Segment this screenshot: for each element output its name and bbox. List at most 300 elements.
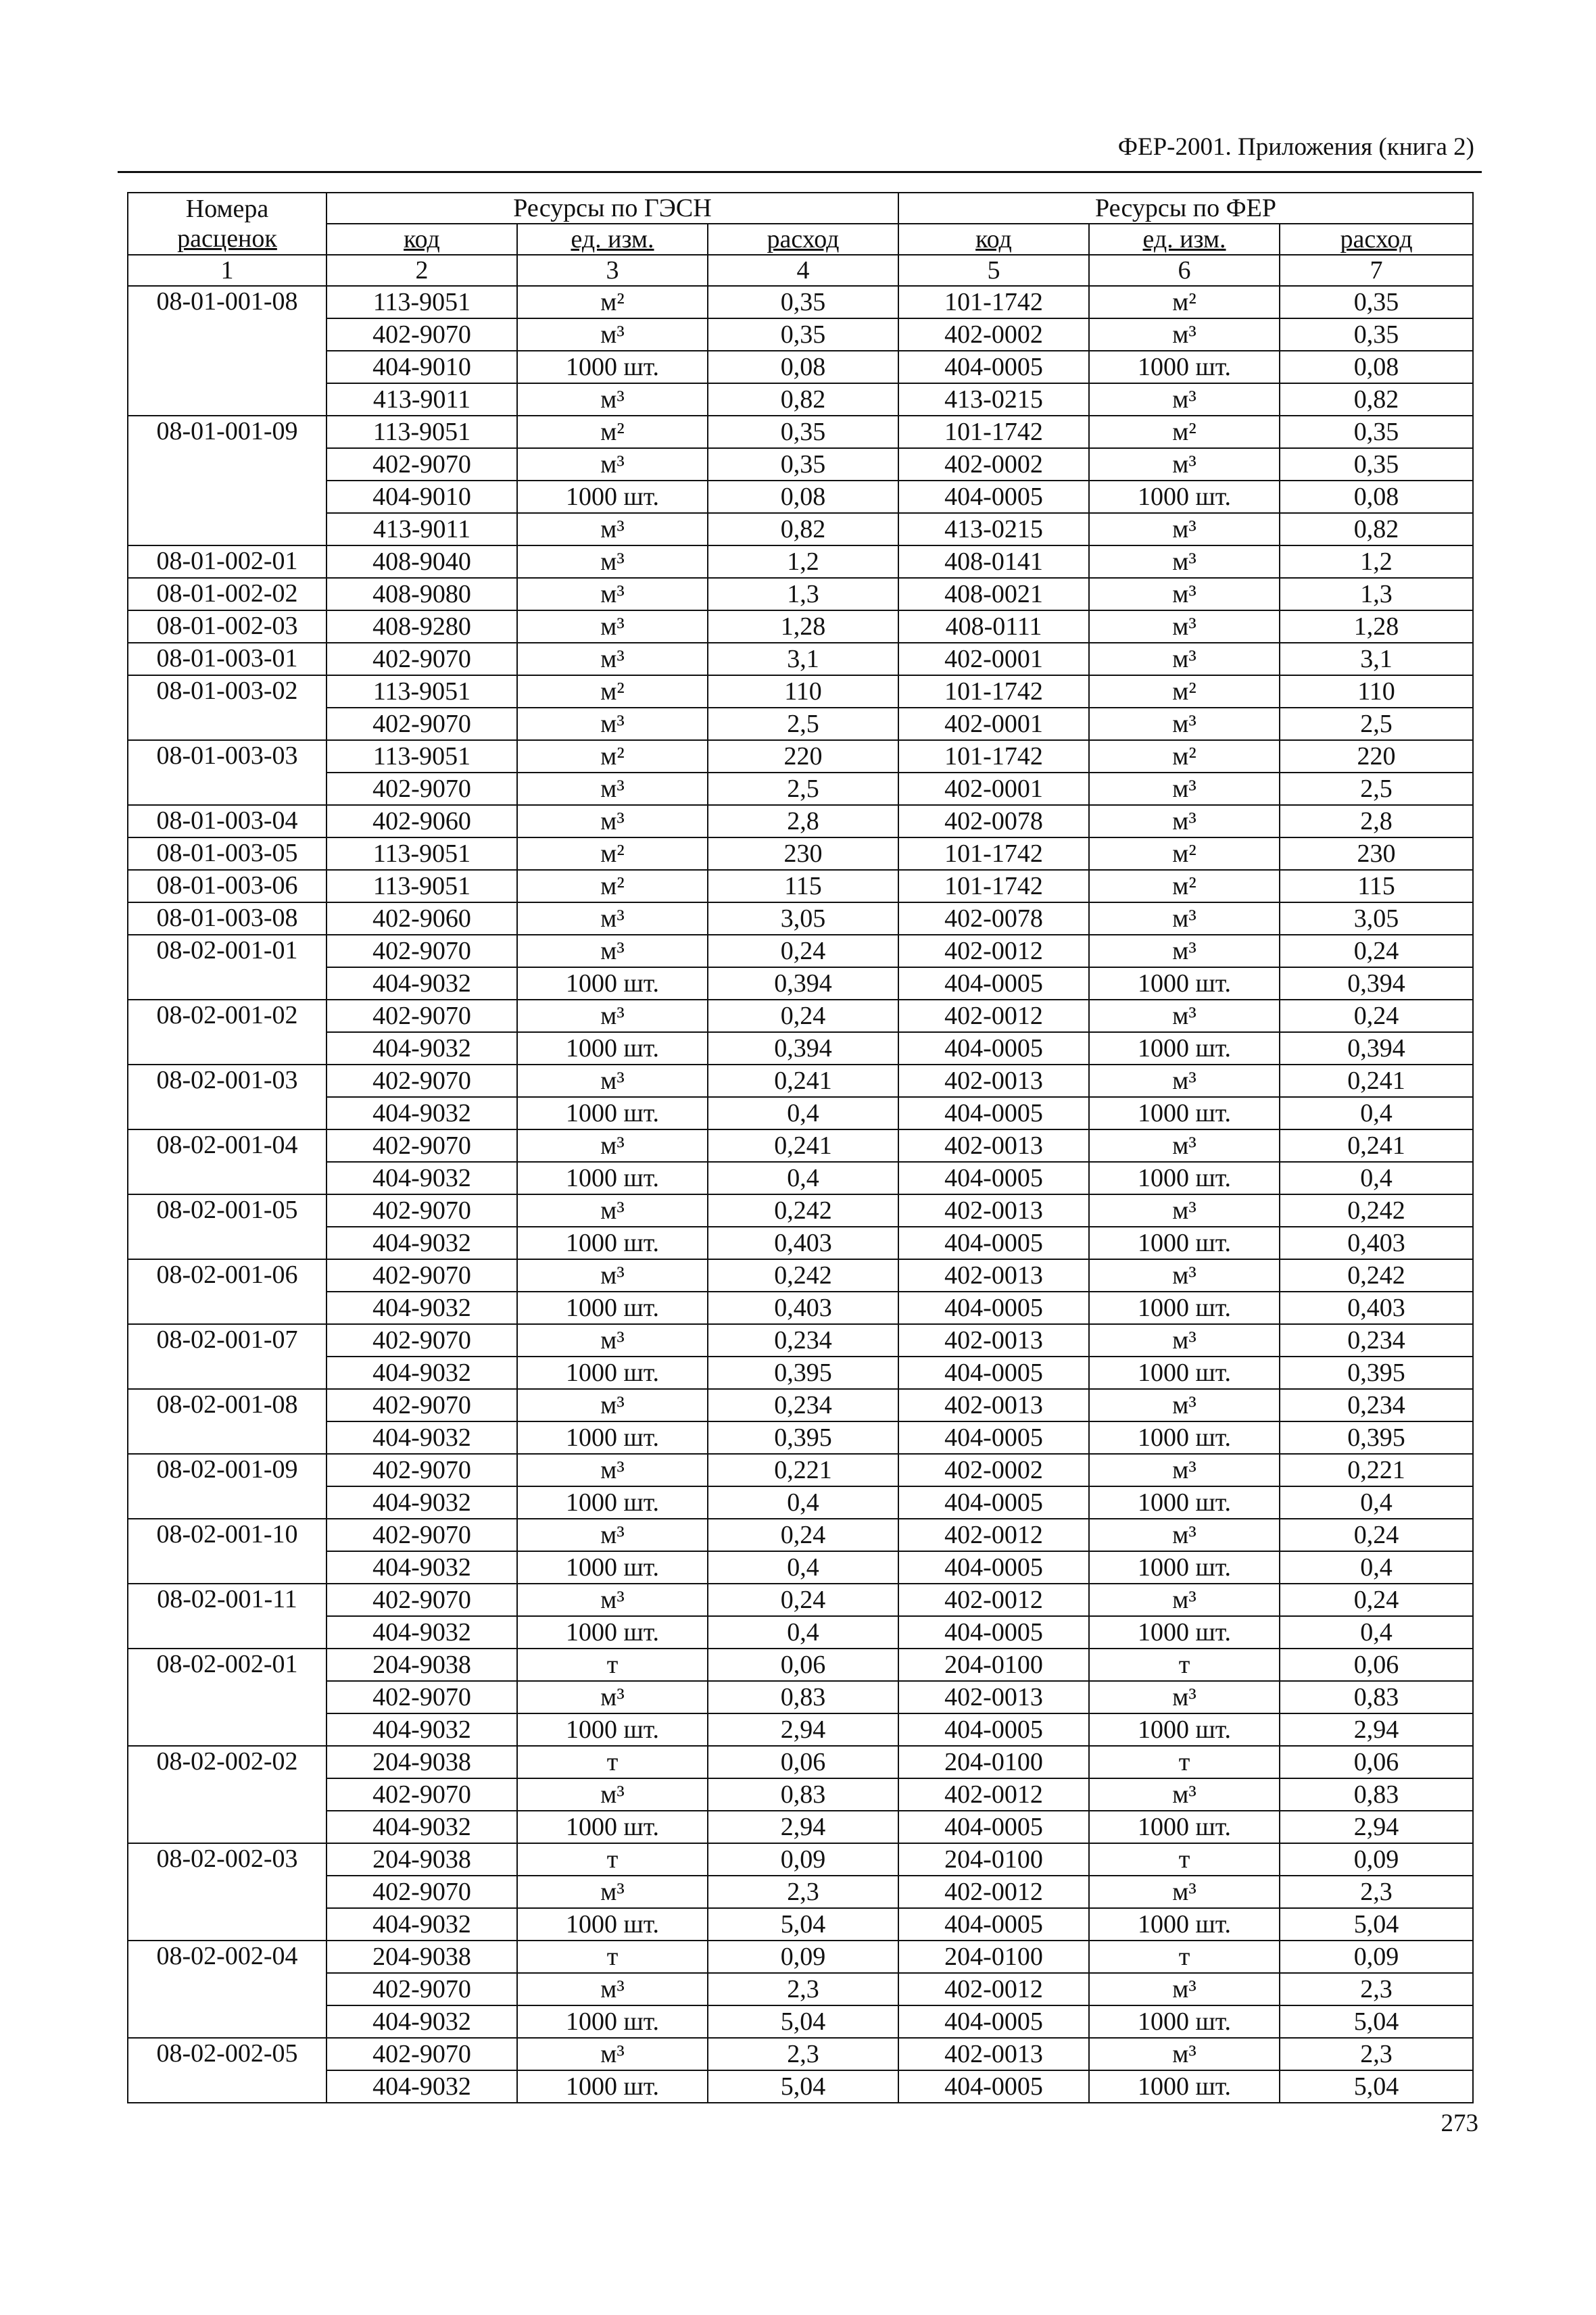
fer-usage-cell: 1,2: [1280, 545, 1473, 578]
fer-unit-cell: м³: [1089, 2038, 1280, 2070]
fer-unit-cell: м³: [1089, 1000, 1280, 1032]
fer-usage-cell: 0,242: [1280, 1194, 1473, 1227]
fer-unit-cell: м³: [1089, 448, 1280, 481]
fer-unit-cell: м³: [1089, 318, 1280, 351]
fer-usage-cell: 0,24: [1280, 935, 1473, 967]
gesn-usage-cell: 0,09: [708, 1843, 898, 1876]
gesn-unit-cell: 1000 шт.: [517, 1713, 708, 1746]
rate-number-cell: 08-01-003-05: [128, 837, 327, 870]
fer-code-cell: 402-0001: [898, 643, 1089, 675]
gesn-code-cell: 402-9070: [327, 1519, 517, 1551]
fer-code-cell: 402-0078: [898, 902, 1089, 935]
fer-usage-cell: 0,394: [1280, 1032, 1473, 1065]
gesn-usage-cell: 0,242: [708, 1194, 898, 1227]
gesn-usage-cell: 0,221: [708, 1454, 898, 1486]
gesn-unit-cell: м³: [517, 708, 708, 740]
gesn-usage-cell: 0,4: [708, 1097, 898, 1129]
gesn-usage-cell: 2,94: [708, 1811, 898, 1843]
fer-unit-cell: 1000 шт.: [1089, 1908, 1280, 1941]
fer-usage-cell: 0,09: [1280, 1843, 1473, 1876]
fer-code-cell: 204-0100: [898, 1843, 1089, 1876]
gesn-usage-cell: 0,08: [708, 351, 898, 383]
fer-code-cell: 402-0002: [898, 1454, 1089, 1486]
fer-code-cell: 404-0005: [898, 1162, 1089, 1194]
gesn-unit-cell: 1000 шт.: [517, 1551, 708, 1584]
gesn-code-cell: 402-9070: [327, 1973, 517, 2005]
gesn-usage-cell: 0,24: [708, 1519, 898, 1551]
rate-number-cell: 08-02-001-01: [128, 935, 327, 1000]
fer-unit-cell: т: [1089, 1941, 1280, 1973]
fer-code-cell: 402-0001: [898, 773, 1089, 805]
fer-code-cell: 402-0001: [898, 708, 1089, 740]
gesn-usage-cell: 0,24: [708, 1000, 898, 1032]
rate-number-cell: 08-02-002-03: [128, 1843, 327, 1941]
fer-code-cell: 404-0005: [898, 1357, 1089, 1389]
gesn-usage-cell: 0,83: [708, 1681, 898, 1713]
gesn-unit-cell: м²: [517, 416, 708, 448]
gesn-usage-cell: 5,04: [708, 2070, 898, 2103]
gesn-usage-cell: 3,1: [708, 643, 898, 675]
gesn-usage-cell: 1,28: [708, 610, 898, 643]
fer-usage-cell: 115: [1280, 870, 1473, 902]
fer-usage-cell: 2,3: [1280, 1973, 1473, 2005]
fer-unit-cell: 1000 шт.: [1089, 1357, 1280, 1389]
fer-usage-cell: 2,5: [1280, 708, 1473, 740]
gesn-code-cell: 404-9032: [327, 1908, 517, 1941]
fer-usage-cell: 0,221: [1280, 1454, 1473, 1486]
fer-usage-cell: 0,395: [1280, 1421, 1473, 1454]
gesn-usage-cell: 2,5: [708, 708, 898, 740]
fer-code-cell: 402-0012: [898, 1876, 1089, 1908]
gesn-unit-cell: т: [517, 1843, 708, 1876]
table-row: [128, 708, 1473, 740]
gesn-code-cell: 113-9051: [327, 740, 517, 773]
rate-number-cell: 08-02-001-02: [128, 1000, 327, 1065]
fer-usage-cell: 220: [1280, 740, 1473, 773]
fer-unit-cell: м³: [1089, 513, 1280, 545]
gesn-code-cell: 204-9038: [327, 1843, 517, 1876]
gesn-usage-cell: 2,5: [708, 773, 898, 805]
gesn-unit-cell: 1000 шт.: [517, 2005, 708, 2038]
fer-unit-cell: 1000 шт.: [1089, 2005, 1280, 2038]
gesn-code-cell: 404-9032: [327, 1616, 517, 1649]
gesn-usage-cell: 0,4: [708, 1551, 898, 1584]
rate-number-cell: 08-01-002-03: [128, 610, 327, 643]
gesn-unit-cell: м³: [517, 513, 708, 545]
gesn-usage-cell: 2,8: [708, 805, 898, 837]
gesn-unit-cell: 1000 шт.: [517, 1616, 708, 1649]
gesn-usage-cell: 0,234: [708, 1389, 898, 1421]
gesn-unit-cell: м³: [517, 643, 708, 675]
gesn-usage-cell: 115: [708, 870, 898, 902]
fer-usage-cell: 0,395: [1280, 1357, 1473, 1389]
table-row: [128, 1778, 1473, 1811]
fer-code-cell: 204-0100: [898, 1941, 1089, 1973]
gesn-code-cell: 404-9032: [327, 1032, 517, 1065]
gesn-code-cell: 402-9070: [327, 1000, 517, 1032]
fer-unit-cell: т: [1089, 1843, 1280, 1876]
gesn-usage-header: расход: [708, 224, 898, 255]
fer-unit-cell: м³: [1089, 902, 1280, 935]
gesn-usage-cell: 2,3: [708, 1973, 898, 2005]
gesn-usage-cell: 0,242: [708, 1259, 898, 1292]
fer-unit-cell: м³: [1089, 1973, 1280, 2005]
table-row: [128, 870, 1473, 902]
gesn-code-cell: 404-9032: [327, 1357, 517, 1389]
fer-code-cell: 404-0005: [898, 967, 1089, 1000]
fer-unit-cell: м³: [1089, 1129, 1280, 1162]
gesn-unit-cell: м³: [517, 1194, 708, 1227]
table-row: [128, 286, 1473, 318]
table-row: [128, 1097, 1473, 1129]
rate-number-cell: 08-01-003-02: [128, 675, 327, 740]
fer-unit-cell: м²: [1089, 675, 1280, 708]
fer-code-cell: 404-0005: [898, 1032, 1089, 1065]
fer-code-cell: 404-0005: [898, 1292, 1089, 1324]
table-row: [128, 545, 1473, 578]
gesn-usage-cell: 5,04: [708, 1908, 898, 1941]
gesn-code-header: код: [327, 224, 517, 255]
gesn-unit-cell: т: [517, 1649, 708, 1681]
fer-usage-cell: 0,09: [1280, 1941, 1473, 1973]
table-row: [128, 513, 1473, 545]
fer-unit-cell: м²: [1089, 416, 1280, 448]
gesn-code-cell: 413-9011: [327, 513, 517, 545]
table-row: [128, 1486, 1473, 1519]
gesn-code-cell: 402-9070: [327, 1194, 517, 1227]
fer-code-cell: 404-0005: [898, 1551, 1089, 1584]
table-row: [128, 1584, 1473, 1616]
fer-unit-cell: м²: [1089, 286, 1280, 318]
column-number: 6: [1089, 255, 1280, 286]
col-rate-number-header-line2: расценок: [177, 224, 277, 253]
gesn-code-cell: 402-9070: [327, 1324, 517, 1357]
table-row: [128, 2070, 1473, 2103]
column-number: 1: [128, 255, 327, 286]
gesn-unit-cell: 1000 шт.: [517, 1908, 708, 1941]
fer-unit-cell: 1000 шт.: [1089, 1713, 1280, 1746]
fer-usage-cell: 0,83: [1280, 1681, 1473, 1713]
gesn-unit-cell: м³: [517, 1876, 708, 1908]
gesn-code-cell: 413-9011: [327, 383, 517, 416]
page-number: 273: [1441, 2110, 1478, 2137]
gesn-code-cell: 402-9070: [327, 2038, 517, 2070]
fer-code-cell: 404-0005: [898, 1486, 1089, 1519]
fer-unit-cell: 1000 шт.: [1089, 1032, 1280, 1065]
gesn-usage-cell: 0,234: [708, 1324, 898, 1357]
gesn-usage-cell: 2,3: [708, 1876, 898, 1908]
fer-code-cell: 402-0013: [898, 1194, 1089, 1227]
table-row: [128, 1551, 1473, 1584]
table-row: [128, 1973, 1473, 2005]
table-row: [128, 805, 1473, 837]
fer-usage-cell: 0,24: [1280, 1519, 1473, 1551]
table-row: [128, 1129, 1473, 1162]
gesn-usage-cell: 0,24: [708, 1584, 898, 1616]
table-row: [128, 1843, 1473, 1876]
table-row: [128, 675, 1473, 708]
fer-code-cell: 402-0012: [898, 1973, 1089, 2005]
gesn-unit-cell: м³: [517, 1129, 708, 1162]
fer-code-cell: 404-0005: [898, 1421, 1089, 1454]
fer-unit-cell: м³: [1089, 1876, 1280, 1908]
gesn-usage-cell: 0,35: [708, 448, 898, 481]
resource-table: [127, 192, 1474, 2103]
rate-number-cell: 08-01-001-09: [128, 416, 327, 545]
fer-usage-cell: 0,234: [1280, 1324, 1473, 1357]
gesn-usage-cell: 3,05: [708, 902, 898, 935]
table-row: [128, 1616, 1473, 1649]
table-row: [128, 1259, 1473, 1292]
rate-number-cell: 08-01-003-08: [128, 902, 327, 935]
gesn-code-cell: 408-9080: [327, 578, 517, 610]
column-number: 5: [898, 255, 1089, 286]
fer-unit-cell: м³: [1089, 708, 1280, 740]
gesn-code-cell: 402-9060: [327, 902, 517, 935]
gesn-usage-cell: 220: [708, 740, 898, 773]
fer-usage-cell: 0,35: [1280, 318, 1473, 351]
group-fer-header: Ресурсы по ФЕР: [898, 193, 1473, 224]
gesn-unit-cell: 1000 шт.: [517, 1421, 708, 1454]
fer-unit-cell: м³: [1089, 578, 1280, 610]
fer-usage-cell: 0,83: [1280, 1778, 1473, 1811]
rate-number-cell: 08-01-003-06: [128, 870, 327, 902]
fer-usage-cell: 0,234: [1280, 1389, 1473, 1421]
gesn-code-cell: 113-9051: [327, 416, 517, 448]
fer-code-cell: 404-0005: [898, 1097, 1089, 1129]
fer-usage-cell: 2,3: [1280, 1876, 1473, 1908]
table-row: [128, 1746, 1473, 1778]
fer-code-cell: 402-0013: [898, 1065, 1089, 1097]
gesn-code-cell: 402-9070: [327, 935, 517, 967]
fer-unit-cell: м³: [1089, 805, 1280, 837]
fer-unit-cell: 1000 шт.: [1089, 1421, 1280, 1454]
table-row: [128, 1811, 1473, 1843]
gesn-code-cell: 402-9070: [327, 1389, 517, 1421]
gesn-unit-cell: м³: [517, 935, 708, 967]
gesn-unit-cell: м³: [517, 2038, 708, 2070]
gesn-code-cell: 404-9032: [327, 1551, 517, 1584]
gesn-unit-cell: м³: [517, 1454, 708, 1486]
gesn-code-cell: 404-9010: [327, 481, 517, 513]
gesn-unit-header: ед. изм.: [517, 224, 708, 255]
rate-number-cell: 08-02-001-10: [128, 1519, 327, 1584]
gesn-unit-cell: 1000 шт.: [517, 2070, 708, 2103]
fer-usage-cell: 0,4: [1280, 1097, 1473, 1129]
fer-code-cell: 402-0012: [898, 935, 1089, 967]
fer-code-cell: 402-0012: [898, 1519, 1089, 1551]
table-row: [128, 1324, 1473, 1357]
table-row: [128, 1519, 1473, 1551]
fer-usage-cell: 0,403: [1280, 1227, 1473, 1259]
gesn-code-cell: 402-9070: [327, 643, 517, 675]
table-row: [128, 2038, 1473, 2070]
gesn-code-cell: 402-9070: [327, 1259, 517, 1292]
fer-unit-cell: м²: [1089, 870, 1280, 902]
table-row: [128, 1421, 1473, 1454]
fer-unit-cell: м³: [1089, 1681, 1280, 1713]
fer-code-cell: 402-0013: [898, 1324, 1089, 1357]
fer-code-cell: 402-0013: [898, 1681, 1089, 1713]
fer-code-cell: 101-1742: [898, 675, 1089, 708]
gesn-unit-cell: м³: [517, 773, 708, 805]
fer-unit-cell: м³: [1089, 1584, 1280, 1616]
gesn-code-cell: 402-9070: [327, 448, 517, 481]
gesn-unit-cell: м²: [517, 837, 708, 870]
fer-usage-cell: 0,08: [1280, 351, 1473, 383]
table-row: [128, 1227, 1473, 1259]
fer-unit-cell: 1000 шт.: [1089, 1292, 1280, 1324]
rate-number-cell: 08-01-002-01: [128, 545, 327, 578]
fer-usage-cell: 5,04: [1280, 2070, 1473, 2103]
gesn-code-cell: 402-9070: [327, 1681, 517, 1713]
gesn-code-cell: 404-9032: [327, 967, 517, 1000]
gesn-code-cell: 408-9040: [327, 545, 517, 578]
table-row: [128, 935, 1473, 967]
gesn-usage-cell: 1,2: [708, 545, 898, 578]
gesn-code-cell: 402-9070: [327, 1584, 517, 1616]
fer-code-cell: 101-1742: [898, 837, 1089, 870]
table-row: [128, 1000, 1473, 1032]
table-row: [128, 1032, 1473, 1065]
fer-code-cell: 402-0013: [898, 1259, 1089, 1292]
fer-usage-cell: 0,242: [1280, 1259, 1473, 1292]
gesn-unit-cell: 1000 шт.: [517, 1357, 708, 1389]
table-row: [128, 1065, 1473, 1097]
gesn-code-cell: 402-9070: [327, 318, 517, 351]
gesn-code-cell: 404-9032: [327, 1097, 517, 1129]
fer-unit-cell: 1000 шт.: [1089, 1811, 1280, 1843]
gesn-unit-cell: м²: [517, 740, 708, 773]
rate-number-cell: 08-01-001-08: [128, 286, 327, 416]
rate-number-cell: 08-02-002-01: [128, 1649, 327, 1746]
fer-code-header: код: [898, 224, 1089, 255]
gesn-unit-cell: т: [517, 1941, 708, 1973]
gesn-unit-cell: 1000 шт.: [517, 1227, 708, 1259]
gesn-unit-cell: м³: [517, 448, 708, 481]
column-number-row: [128, 255, 1473, 286]
fer-code-cell: 402-0012: [898, 1000, 1089, 1032]
rate-number-cell: 08-02-001-06: [128, 1259, 327, 1324]
table-row: [128, 902, 1473, 935]
fer-unit-cell: м³: [1089, 1519, 1280, 1551]
table-head: [128, 193, 1473, 286]
fer-code-cell: 402-0012: [898, 1778, 1089, 1811]
fer-code-cell: 204-0100: [898, 1746, 1089, 1778]
gesn-unit-cell: м³: [517, 610, 708, 643]
gesn-code-cell: 113-9051: [327, 837, 517, 870]
gesn-usage-cell: 0,241: [708, 1129, 898, 1162]
col-rate-number-header: [128, 193, 327, 255]
fer-usage-cell: 2,94: [1280, 1713, 1473, 1746]
fer-usage-cell: 0,403: [1280, 1292, 1473, 1324]
gesn-usage-cell: 0,24: [708, 935, 898, 967]
fer-usage-cell: 0,24: [1280, 1000, 1473, 1032]
gesn-code-cell: 402-9070: [327, 1454, 517, 1486]
fer-code-cell: 404-0005: [898, 481, 1089, 513]
table-row: [128, 383, 1473, 416]
gesn-usage-cell: 0,35: [708, 416, 898, 448]
gesn-usage-cell: 0,06: [708, 1649, 898, 1681]
gesn-code-cell: 402-9070: [327, 1065, 517, 1097]
fer-usage-cell: 0,06: [1280, 1746, 1473, 1778]
gesn-code-cell: 402-9070: [327, 1129, 517, 1162]
fer-unit-cell: 1000 шт.: [1089, 1097, 1280, 1129]
fer-usage-cell: 0,24: [1280, 1584, 1473, 1616]
gesn-code-cell: 404-9032: [327, 2070, 517, 2103]
gesn-unit-cell: 1000 шт.: [517, 481, 708, 513]
gesn-code-cell: 404-9032: [327, 1421, 517, 1454]
fer-usage-cell: 0,4: [1280, 1551, 1473, 1584]
gesn-unit-cell: м³: [517, 1519, 708, 1551]
fer-usage-cell: 0,82: [1280, 383, 1473, 416]
table-row: [128, 740, 1473, 773]
gesn-code-cell: 402-9060: [327, 805, 517, 837]
fer-unit-cell: м³: [1089, 1454, 1280, 1486]
table-row: [128, 610, 1473, 643]
rate-number-cell: 08-01-003-04: [128, 805, 327, 837]
table-row: [128, 1941, 1473, 1973]
rate-number-cell: 08-02-002-04: [128, 1941, 327, 2038]
gesn-unit-cell: м³: [517, 578, 708, 610]
fer-usage-cell: 1,28: [1280, 610, 1473, 643]
table-row: [128, 351, 1473, 383]
gesn-unit-cell: м³: [517, 1389, 708, 1421]
table-row: [128, 967, 1473, 1000]
rate-number-cell: 08-02-001-08: [128, 1389, 327, 1454]
gesn-unit-cell: м³: [517, 1778, 708, 1811]
fer-usage-cell: 0,241: [1280, 1129, 1473, 1162]
gesn-unit-cell: 1000 шт.: [517, 967, 708, 1000]
rate-number-cell: 08-02-002-02: [128, 1746, 327, 1843]
fer-usage-header: расход: [1280, 224, 1473, 255]
rate-number-cell: 08-01-002-02: [128, 578, 327, 610]
column-number: 2: [327, 255, 517, 286]
table-row: [128, 643, 1473, 675]
gesn-code-cell: 404-9032: [327, 1486, 517, 1519]
gesn-usage-cell: 0,4: [708, 1162, 898, 1194]
column-number: 7: [1280, 255, 1473, 286]
gesn-usage-cell: 0,395: [708, 1421, 898, 1454]
gesn-unit-cell: 1000 шт.: [517, 1032, 708, 1065]
fer-code-cell: 402-0002: [898, 448, 1089, 481]
table-row: [128, 1681, 1473, 1713]
group-gesn-header: Ресурсы по ГЭСН: [327, 193, 898, 224]
fer-usage-cell: 2,8: [1280, 805, 1473, 837]
fer-usage-cell: 230: [1280, 837, 1473, 870]
gesn-code-cell: 204-9038: [327, 1746, 517, 1778]
fer-code-cell: 402-0013: [898, 1389, 1089, 1421]
gesn-code-cell: 404-9032: [327, 1713, 517, 1746]
gesn-unit-cell: 1000 шт.: [517, 1162, 708, 1194]
fer-usage-cell: 0,4: [1280, 1486, 1473, 1519]
table-row: [128, 416, 1473, 448]
gesn-usage-cell: 0,35: [708, 318, 898, 351]
fer-unit-cell: м²: [1089, 740, 1280, 773]
gesn-usage-cell: 110: [708, 675, 898, 708]
gesn-usage-cell: 0,395: [708, 1357, 898, 1389]
column-number: 4: [708, 255, 898, 286]
gesn-code-cell: 113-9051: [327, 286, 517, 318]
gesn-usage-cell: 0,08: [708, 481, 898, 513]
table-row: [128, 1292, 1473, 1324]
rate-number-cell: 08-02-002-05: [128, 2038, 327, 2103]
fer-code-cell: 404-0005: [898, 1713, 1089, 1746]
gesn-usage-cell: 0,394: [708, 1032, 898, 1065]
table-body: [128, 286, 1473, 2103]
gesn-code-cell: 402-9070: [327, 1876, 517, 1908]
fer-unit-cell: 1000 шт.: [1089, 2070, 1280, 2103]
